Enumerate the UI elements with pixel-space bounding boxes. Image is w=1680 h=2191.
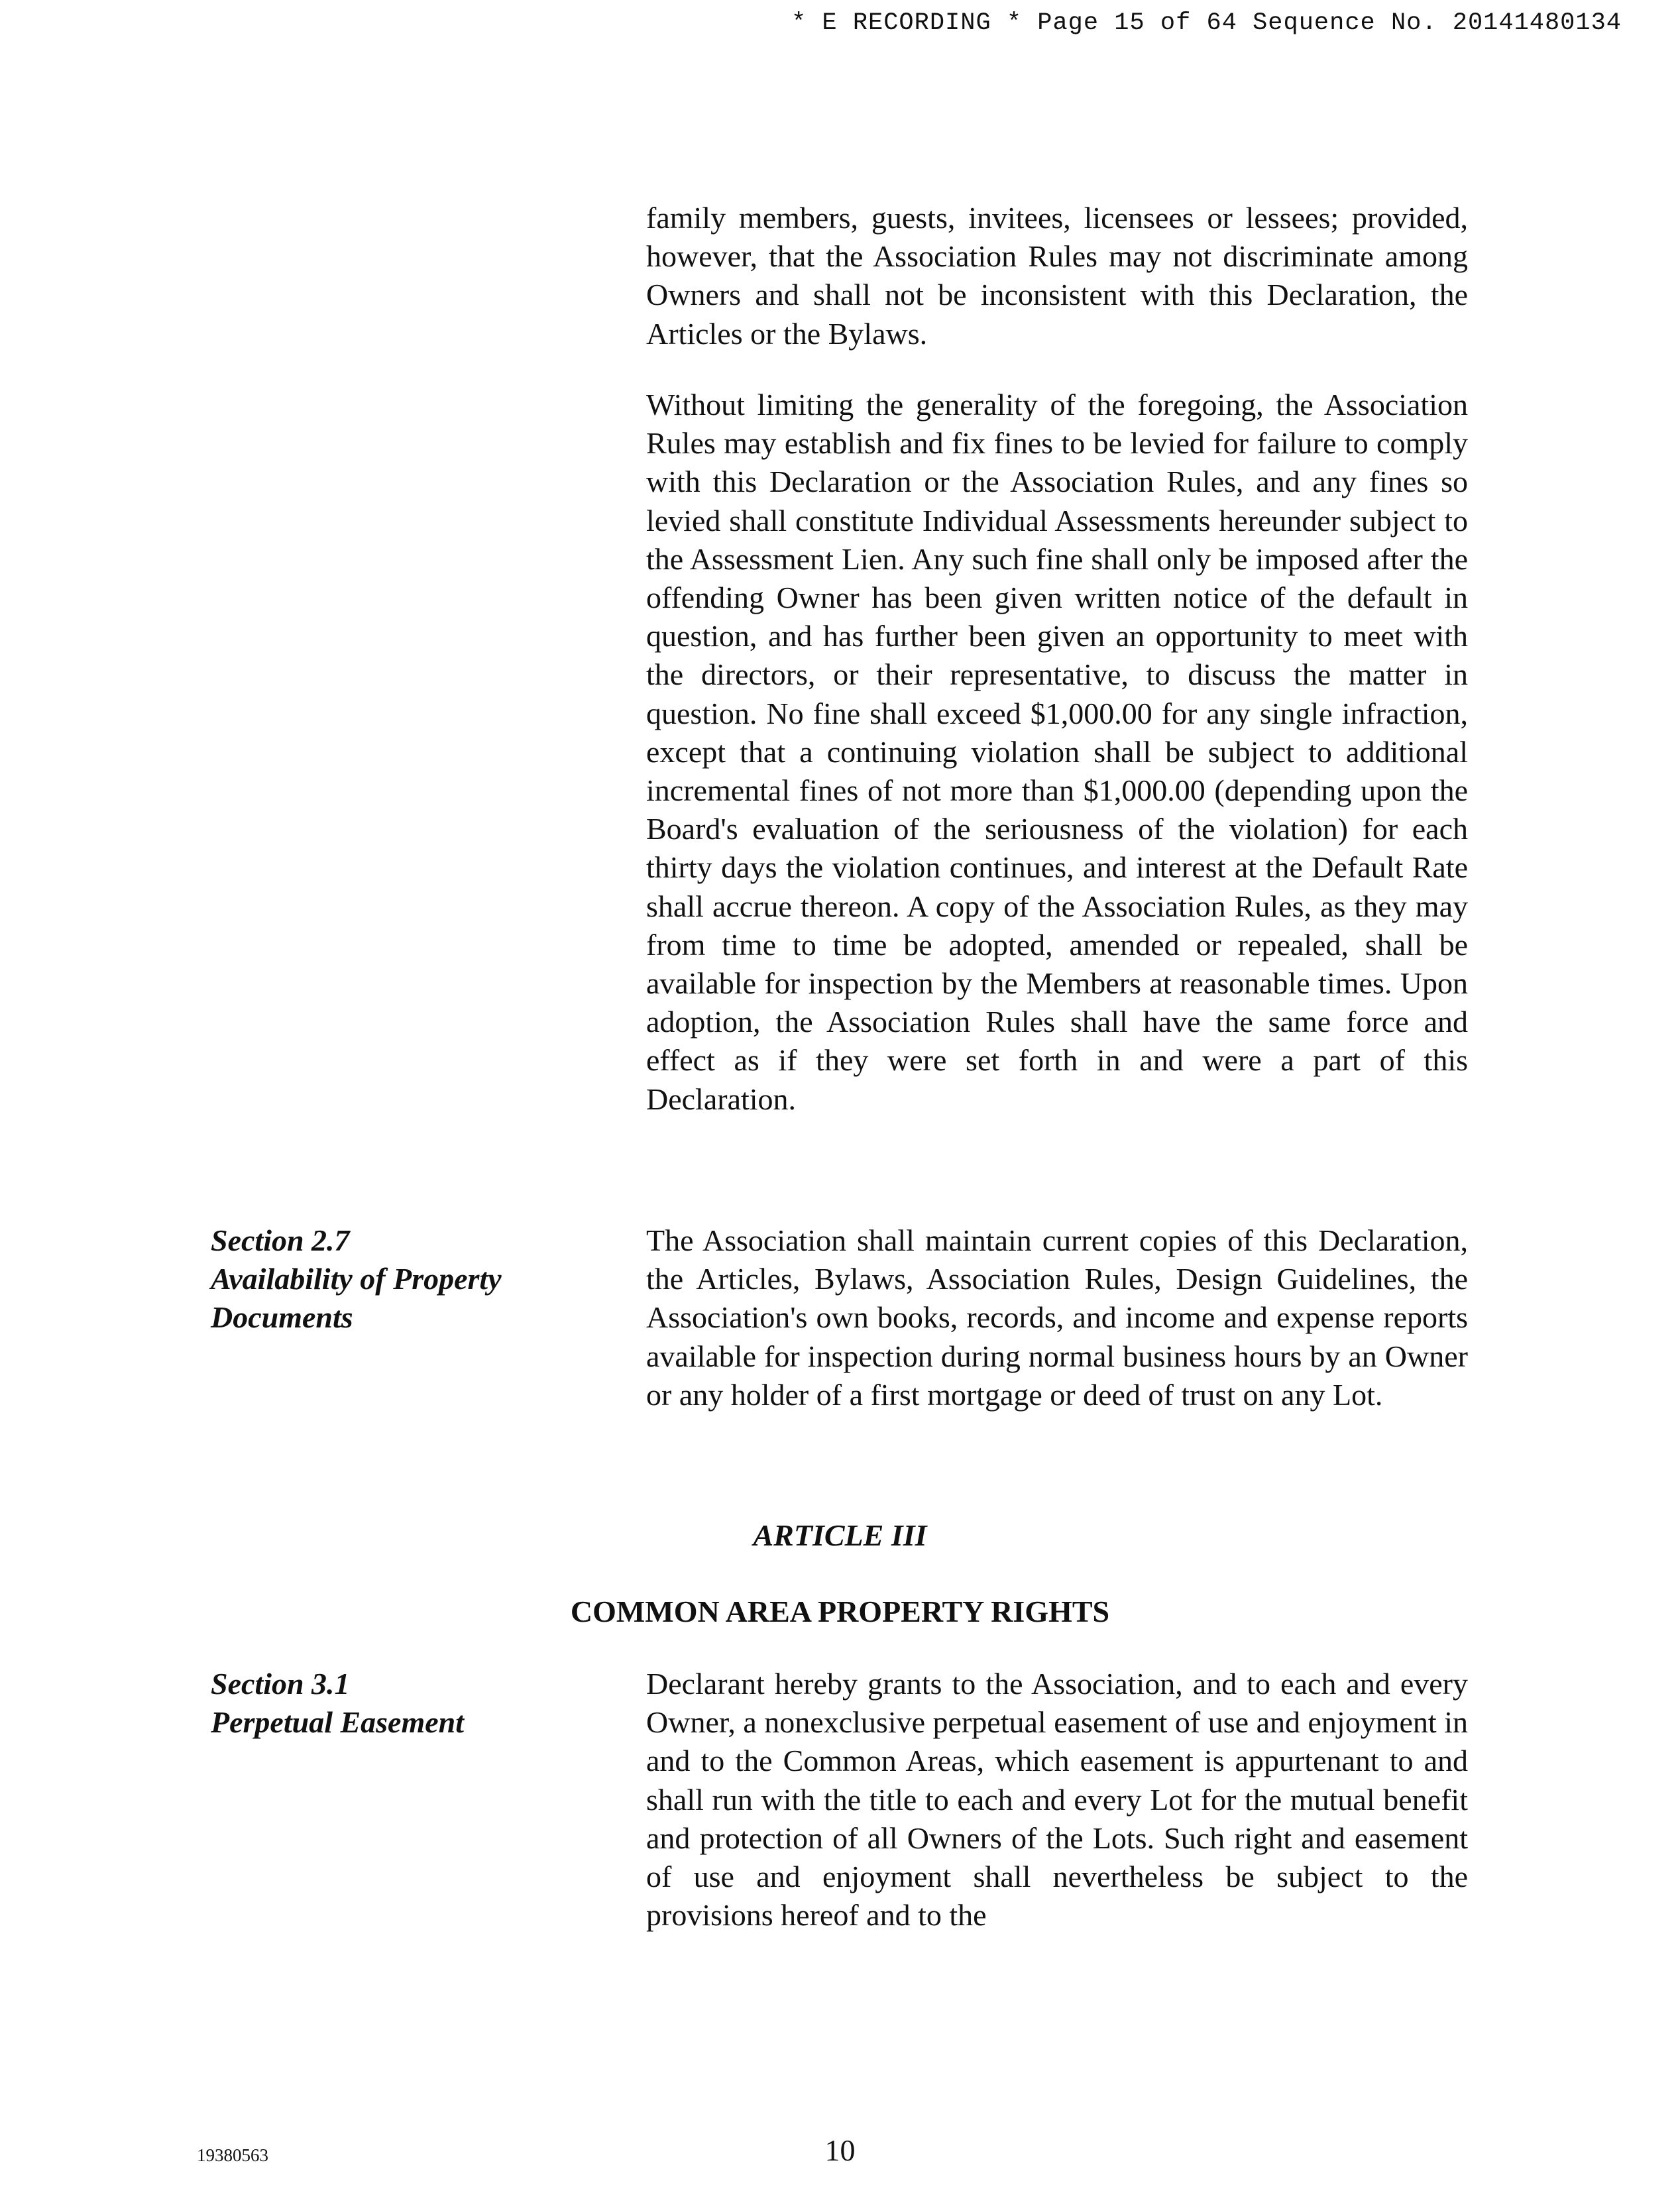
section-title-line: Perpetual Easement (211, 1705, 465, 1740)
section-3-1-body (646, 1665, 1468, 1935)
document-id: 19380563 (197, 2145, 268, 2165)
page-number: 10 (824, 2133, 856, 2167)
recording-header: * E RECORDING * Page 15 of 64 Sequence No. 20141480134 (791, 9, 1622, 37)
paragraph-text: The Association shall maintain current copies of this Declaration, the Articles, Bylaws, Association Rules, Design Guidelines, the Association's own books, records, and income and expense reports available for inspection during normal business hours by an Owner or any holder of a first mortgage or deed of trust on any Lot. (646, 1223, 1468, 1412)
paragraph-text: Declarant hereby grants to the Association, and to each and every Owner, a nonexclusive perpetual easement of use and enjoyment in and to the Common Areas, which easement is appurtenant to and shall run with the title to each and every Lot for the mutual benefit and protection of all Owners of the Lots. Such right and easement of use and enjoyment shall nevertheless be subject to the provisions hereof and to the (646, 1667, 1468, 1933)
paragraph-text: Without limiting the generality of the foregoing, the Association Rules may establish and fix fines to be levied for failure to comply with this Declaration or the Association Rules, and any fines so levied shall constitute Individual Assessments hereunder subject to the Assessment Lien. Any such fine shall only be imposed after the offending Owner has been given written notice of the default in question, and has further been given an opportunity to meet with the directors, or their representative, to discuss the matter in question. No fine shall exceed $1,000.00 for any single infraction, except that a continuing violation shall be subject to additional incremental fines of not more than $1,000.00 (depending upon the Board's evaluation of the seriousness of the violation) for each thirty days the violation continues, and interest at the Default Rate shall accrue thereon. A copy of the Association Rules, as they may from time to time be adopted, amended or repealed, shall be available for inspection by the Members at reasonable times. Upon adoption, the Association Rules shall have the same force and effect as if they were set forth in and were a part of this Declaration. (646, 388, 1468, 1116)
section-number: Section 2.7 (211, 1223, 350, 1257)
section-number: Section 3.1 (211, 1667, 350, 1701)
section-title-line: Availability of Property (211, 1262, 502, 1296)
paragraph-fines (646, 386, 1468, 1119)
paragraph-text: family members, guests, invitees, licensees or lessees; provided, however, that the Association Rules may not discriminate among Owners and shall not be inconsistent with this Declaration, the Articles or the Bylaws. (646, 201, 1468, 351)
section-2-7-heading (211, 1221, 582, 1337)
section-3-1-heading (211, 1665, 582, 1742)
section-2-7-body (646, 1221, 1468, 1414)
section-title-line: Documents (211, 1300, 353, 1335)
article-heading: COMMON AREA PROPERTY RIGHTS (570, 1595, 1110, 1628)
article-label: ARTICLE III (753, 1518, 927, 1552)
paragraph-continued (646, 199, 1468, 353)
